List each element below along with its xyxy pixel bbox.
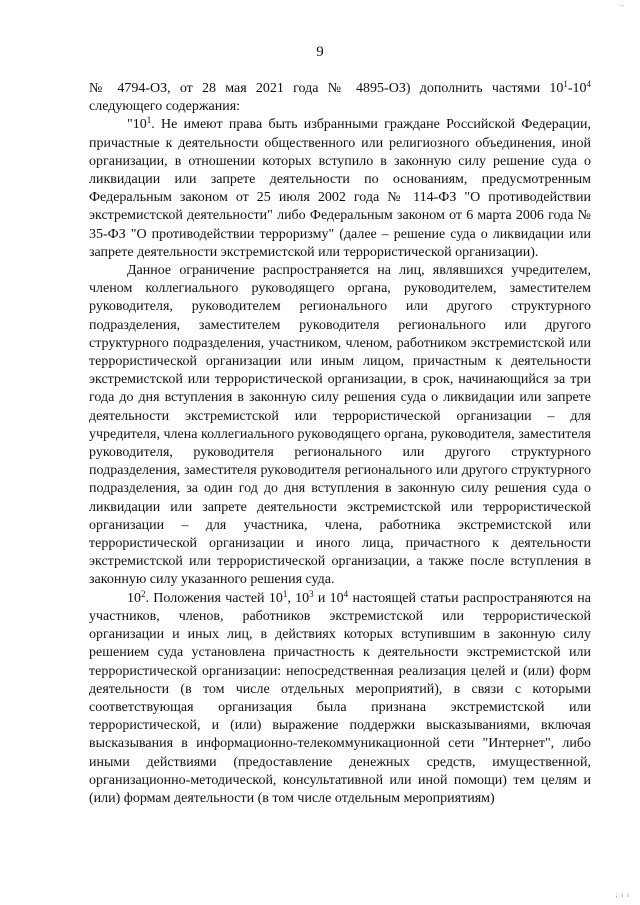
paragraph-10-1: "$10^1$. Не имеют права быть избранными граждане Российской Федерации, причастные к деятельности общественного или религиозного объединения, иной организации, в отношении которых вступило в законную силу решение суда о ликвидации или запрете деятельности по основаниям, предусмотренным Федеральным законом от 25 июля 2002 года № 114-ФЗ "О противодействии экстремистской деятельности" либо Федеральным законом от 6 марта 2006 года № 35-ФЗ "О противодействии терроризму" (далее – решение суда о ликвидации или запрете деятельности экстремистской или террористической организации).	[89, 115, 591, 260]
scan-top-mark: ..	[620, 0, 624, 8]
paragraph-intro: № 4794-ОЗ, от 28 мая 2021 года № 4895-ОЗ) дополнить частями $10^1-10^4$ следующего содержания:	[89, 79, 591, 115]
paragraph-restriction: Данное ограничение распространяется на лиц, являвшихся учредителем, членом коллегиального руководящего органа, руководителем, заместителем руководителя, руководителем регионального или другого структурного подразделения, заместителем руководителя регионального или другого структурного подразделения, участником, членом, работником экстремистской или террористической организации или иным лицом, причастным к деятельности экстремистской или террористической организации, в срок, начинающийся за три года до дня вступления в законную силу решения суда о ликвидации или запрете деятельности экстремистской или террористической организации – для учредителя, члена коллегиального руководящего органа, руководителя, заместителя руководителя, руководителя регионального или другого структурного подразделения, заместителя руководителя регионального или другого структурного подразделения, за один год до дня вступления в законную силу решения суда о ликвидации или запрете деятельности экстремистской или террористической организации – для участника, члена, работника экстремистской или террористической организации и иного лица, причастного к деятельности экстремистской или террористической организации, а также после вступления в законную силу указанного решения суда.	[89, 263, 591, 588]
paragraph-10-2: $10^2$. Положения частей $10^1$, $10^3$ и $10^4$ настоящей статьи распространяются на участников, членов, работников экстремистской или террористической организации и иных лиц, в действиях которых вступившим в законную силу решением суда установлена причастность к деятельности экстремистской или террористической организации: непосредственная реализация целей и (или) форм деятельности (в том числе отдельных мероприятий), в связи с которыми соответствующая организация была признана экстремистской или террористической, и (или) выражение поддержки высказываниями, включая высказывания в информационно-телекоммуникационной сети "Интернет", либо иными действиями (предоставление денежных средств, имущественной, организационно-методической, консультативной или иной помощи) тем целям и (или) формам деятельности (в том числе отдельным мероприятиям)	[89, 588, 591, 806]
document-body	[89, 80, 591, 808]
page-number: 9	[316, 44, 324, 60]
scan-corner-mark: ; ı ı	[615, 891, 630, 899]
